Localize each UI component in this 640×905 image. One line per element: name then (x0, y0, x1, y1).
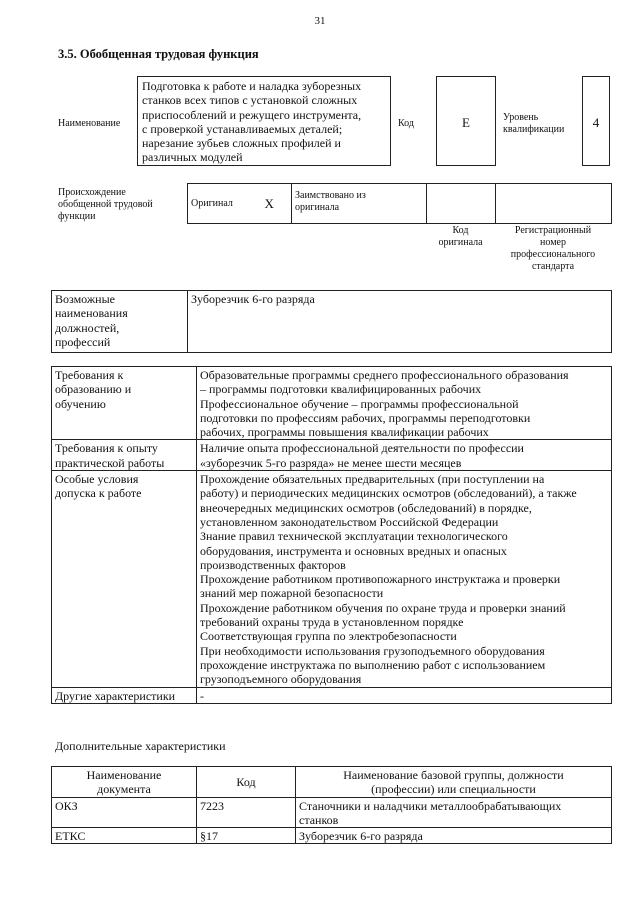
requirement-value-line: Прохождение работником обучения по охране труда и проверки знаний (200, 600, 566, 615)
requirement-value-line: Образовательные программы среднего профессионального образования (200, 368, 569, 382)
header-line: Код (236, 775, 256, 790)
additional-title: Дополнительные характеристики (55, 739, 226, 753)
code-cell: 7223 (197, 797, 296, 828)
code-value: E (462, 115, 470, 130)
requirement-value-line: рабочих, программы повышения квалификации рабочих (200, 425, 489, 440)
requirement-label-line: обучению (55, 396, 106, 411)
requirement-value (197, 471, 612, 687)
requirement-label-line: допуска к работе (55, 486, 142, 501)
requirement-label-line: Особые условия (55, 472, 139, 487)
requirement-label (52, 687, 197, 703)
requirement-value-line: грузоподъемного оборудования (200, 672, 362, 687)
borrowed-label-line: Заимствовано из (295, 190, 366, 201)
level-value: 4 (592, 115, 600, 130)
requirement-value (197, 687, 612, 703)
requirement-label (52, 440, 197, 471)
header-document (52, 767, 197, 798)
reg-number-line: стандарта (531, 261, 575, 272)
code-original-line: оригинала (438, 237, 483, 248)
requirement-label (52, 471, 197, 687)
positions-value: Зуборезчик 6-го разряда (188, 291, 612, 353)
requirements-table (51, 366, 612, 704)
doc-cell: ОКЗ (52, 797, 197, 828)
code-label: Код (398, 118, 414, 129)
header-line: (профессии) или специальности (371, 782, 536, 797)
requirement-value-line: установленном законодательством Российской Федерации (200, 514, 499, 529)
code-value-box (436, 76, 496, 166)
reg-number-cell (496, 184, 612, 224)
header-line: Наименование (86, 768, 162, 782)
borrowed-label (292, 184, 427, 224)
origin-label-line: Происхождение (58, 187, 126, 198)
reg-number-line: профессионального (510, 249, 596, 260)
group-name-cell (296, 828, 612, 844)
requirement-value-line: работу) и периодических медицинских осмотров (обследований), а также (200, 486, 577, 501)
requirement-value (197, 367, 612, 440)
requirement-value (197, 440, 612, 471)
function-name-line: нарезание зубьев сложных профилей и (142, 136, 341, 151)
positions-label-line: Возможные (55, 292, 115, 306)
requirements-row-other (52, 687, 612, 703)
borrowed-label-line: оригинала (295, 202, 340, 213)
page-number: 31 (314, 15, 326, 27)
level-label-line: Уровень (503, 112, 539, 123)
requirement-label-line: практической работы (55, 455, 165, 470)
requirement-value-line: – программы подготовки квалифицированных рабочих (200, 382, 482, 397)
requirement-value-line: - (200, 688, 204, 703)
header-line: Наименование базовой группы, должности (343, 768, 564, 782)
positions-label (52, 291, 188, 353)
positions-table (51, 290, 612, 353)
original-mark: X (248, 184, 292, 224)
code-cell: §17 (197, 828, 296, 844)
function-name-line: Подготовка к работе и наладка зуборезных (142, 79, 362, 93)
additional-row (52, 797, 612, 828)
header-code (197, 767, 296, 798)
requirement-value-line: знаний мер пожарной безопасности (200, 586, 384, 601)
requirement-value-line: подготовки по профессиям рабочих, программы переподготовки (200, 410, 531, 425)
group-name-line: станков (299, 812, 339, 827)
reg-number-line: номер (540, 237, 566, 248)
level-value-box (582, 76, 610, 166)
section-title: 3.5. Обобщенная трудовая функция (58, 47, 259, 61)
group-name-cell (296, 797, 612, 828)
origin-label-line: функции (58, 211, 96, 222)
code-original-caption (426, 225, 495, 249)
function-name-line: приспособлений и режущего инструмента, (142, 107, 362, 122)
requirement-value-line: Профессиональное обучение – программы профессиональной (200, 396, 519, 411)
requirement-value-line: внеочередных медицинских осмотров (обследований) в порядке, (200, 500, 532, 515)
function-name-line: различных модулей (142, 150, 243, 165)
positions-label-line: профессий (55, 334, 111, 349)
requirement-value-line: производственных факторов (200, 557, 346, 572)
requirement-label-line: образованию и (55, 382, 132, 397)
requirements-row-special-conditions (52, 471, 612, 687)
requirement-value-line: Прохождение работником противопожарного инструктажа и проверки (200, 572, 561, 587)
requirement-label (52, 367, 197, 440)
header-group-name (296, 767, 612, 798)
requirements-row-education (52, 367, 612, 440)
reg-number-caption (495, 225, 611, 273)
requirement-value-line: Прохождение обязательных предварительных (при поступлении на (200, 472, 545, 487)
level-label (503, 112, 564, 136)
code-original-cell (427, 184, 496, 224)
requirement-value-line: «зуборезчик 5-го разряда» не менее шести месяцев (200, 455, 462, 470)
group-name-line: Станочники и наладчики металлообрабатывающих (299, 798, 562, 813)
code-original-line: Код (452, 225, 469, 236)
requirement-label-line: Другие характеристики (55, 688, 176, 703)
requirement-value-line: требований охраны труда в установленном порядке (200, 615, 464, 630)
additional-row (52, 828, 612, 844)
requirement-value-line: Знание правил технической эксплуатации технологического (200, 529, 508, 544)
origin-label (58, 187, 153, 223)
requirement-label-line: Требования к опыту (55, 441, 158, 456)
header-line: документа (97, 782, 151, 797)
requirement-value-line: оборудования, инструмента и основных вредных и опасных (200, 543, 507, 558)
function-name-box (137, 76, 391, 166)
requirements-row-experience (52, 440, 612, 471)
positions-label-line: наименования (55, 306, 128, 321)
group-name-line: Зуборезчик 6-го разряда (299, 829, 423, 844)
additional-table (51, 766, 612, 844)
requirement-value-line: Наличие опыта профессиональной деятельности по профессии (200, 441, 524, 456)
function-name-line: станков всех типов с установкой сложных (142, 93, 358, 108)
requirement-value-line: прохождение инструктажа по выполнению работ с использованием (200, 657, 546, 672)
additional-header-row (52, 767, 612, 798)
requirement-value-line: Соответствующая группа по электробезопасности (200, 629, 457, 644)
original-label: Оригинал (188, 184, 248, 224)
function-name-line: с проверкой устанавливаемых деталей; (142, 121, 343, 136)
name-label: Наименование (58, 118, 121, 129)
positions-label-line: должностей, (55, 320, 120, 335)
requirement-label-line: Требования к (55, 368, 124, 382)
doc-cell: ЕТКС (52, 828, 197, 844)
origin-label-line: обобщенной трудовой (58, 199, 153, 210)
origin-table (187, 183, 612, 224)
level-label-line: квалификации (503, 124, 565, 135)
reg-number-line: Регистрационный (514, 225, 592, 236)
requirement-value-line: При необходимости использования грузоподъемного оборудования (200, 643, 545, 658)
